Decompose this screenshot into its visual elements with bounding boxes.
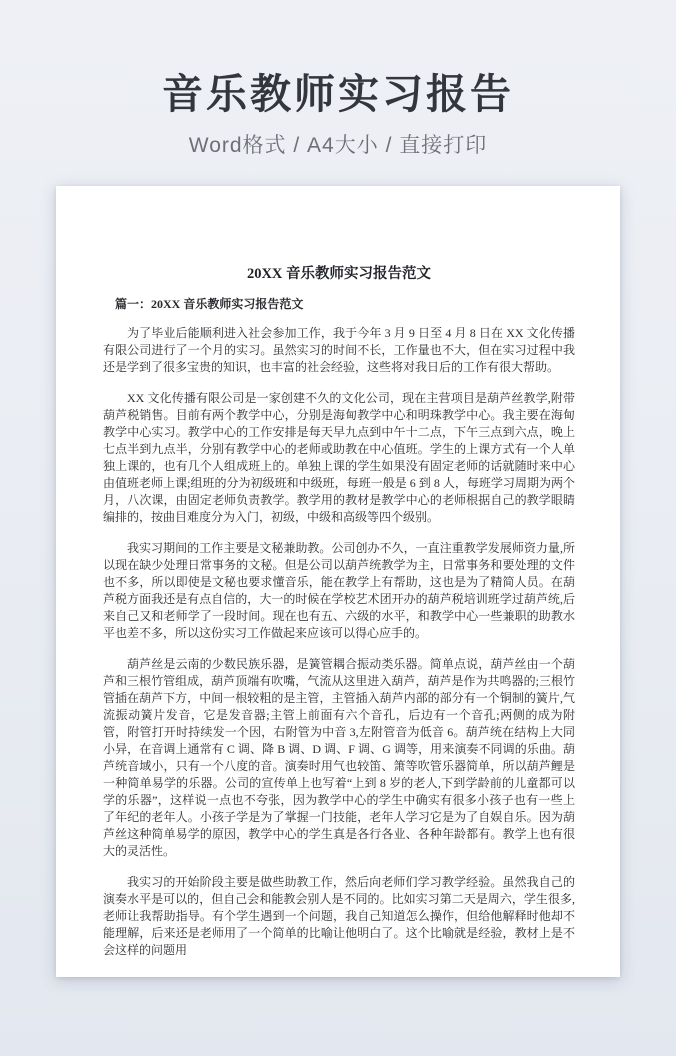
page-title: 音乐教师实习报告 <box>162 71 514 117</box>
document-body <box>103 325 575 959</box>
document-page <box>56 186 620 977</box>
document-paragraph: 我实习的开始阶段主要是做些助教工作，然后向老师们学习教学经验。虽然我自己的演奏水平是可以的，但自己会和能教会别人是不同的。比如实习第二天是周六，学生很多,老师让我帮助指导。有个学生遇到一个问题，我自己知道怎么操作，但给他解释时他却不能理解，后来还是老师用了一个简单的比喻让他明白了。这个比喻就是经验，教材上是不会这样的问题用 <box>103 875 575 957</box>
document-paragraph: 葫芦丝是云南的少数民族乐器，是簧管耦合振动类乐器。简单点说，葫芦丝由一个葫芦和三根竹管组成，葫芦顶端有吹嘴，气流从这里进入葫芦，葫芦是作为共鸣器的;三根竹管插在葫芦下方，中间一根较粗的是主管，主管插入葫芦内部的部分有一个铜制的簧片,气流振动簧片发音，它是发音器;主管上前面有六个音孔，后边有一个音孔;两侧的成为附管，附管打开时持续发一个因，右附管为中音 3,左附管音为低音 6。葫芦统在结构上大同小异，在音调上通常有 C 调、降 B 调、D 调、F 调、G 调等，用来演奏不同调的乐曲。葫芦统音域小，只有一个八度的音。演奏时用气也较笛、箫等吹管乐器简单，所以葫芦鲤是一种简单易学的乐器。公司的宣传单上也写着“上到 8 岁的老人,下到学龄前的儿童都可以学的乐器”，这样说一点也不夸张，因为教学中心的学生中确实有很多小孩子也有一些上了年纪的老年人。小孩子学是为了掌握一门技能，老年人学习它是为了自娱自乐。因为葫芦丝这种简单易学的原因，教学中心的学生真是各行各业、各种年龄都有。教学上也有很大的灵活性。 <box>103 657 575 858</box>
document-paragraph: XX 文化传播有限公司是一家创建不久的文化公司，现在主营项目是葫芦丝教学,附带葫芦税销售。目前有两个教学中心，分别是海甸教学中心和明珠教学中心。我主要在海甸教学中心实习。教学中心的工作安排是每天早九点到中午十二点，下午三点到六点，晚上七点半到九点半，分别有教学中心的老师或助教在中心值班。学生的上课方式有一个人单独上课的，也有几个人组成班上的。单独上课的学生如果没有固定老师的话就随时来中心由值班老师上课;组班的分为初级班和中级班，每班一般是 6 到 8 人，每班学习周期为两个月，八次课，由固定老师负责教学。教学用的教材是教学中心的老师根据自己的教学眼睛编排的，按曲目难度分为入门，初级，中级和高级等四个级别。 <box>103 391 575 524</box>
page-subtitle: Word格式 / A4大小 / 直接打印 <box>188 134 488 158</box>
document-section-label: 篇一：20XX 音乐教师实习报告范文 <box>115 297 304 311</box>
document-paragraph: 我实习期间的工作主要是文秘兼助教。公司创办不久，一直注重教学发展师资力量,所以现在缺少处理日常事务的文秘。但是公司以葫芦统教学为主，日常事务和要处理的文件也不多，所以即使是文秘也要求懂音乐，能在教学上有帮助，这也是为了精简人员。在葫芦税方面我还是有点自信的，大一的时候在学校艺术团开办的葫芦税培训班学过葫芦统,后来自己又和老师学了一段时间。现在也有五、六级的水平，和教学中心一些兼职的助教水平也差不多，所以这份实习工作做起来应该可以得心应手的。 <box>103 541 575 640</box>
header-banner <box>0 0 676 159</box>
document-title: 20XX 音乐教师实习报告范文 <box>246 266 432 282</box>
document-paragraph: 为了毕业后能顺利进入社会参加工作，我于今年 3 月 9 日至 4 月 8 日在 XX 文化传播有限公司进行了一个月的实习。虽然实习的时间不长，工作量也不大，但在实习过程中我还是学到了很多宝贵的知识，也丰富的社会经验，这些将对我日后的工作有很大帮助。 <box>103 326 575 374</box>
